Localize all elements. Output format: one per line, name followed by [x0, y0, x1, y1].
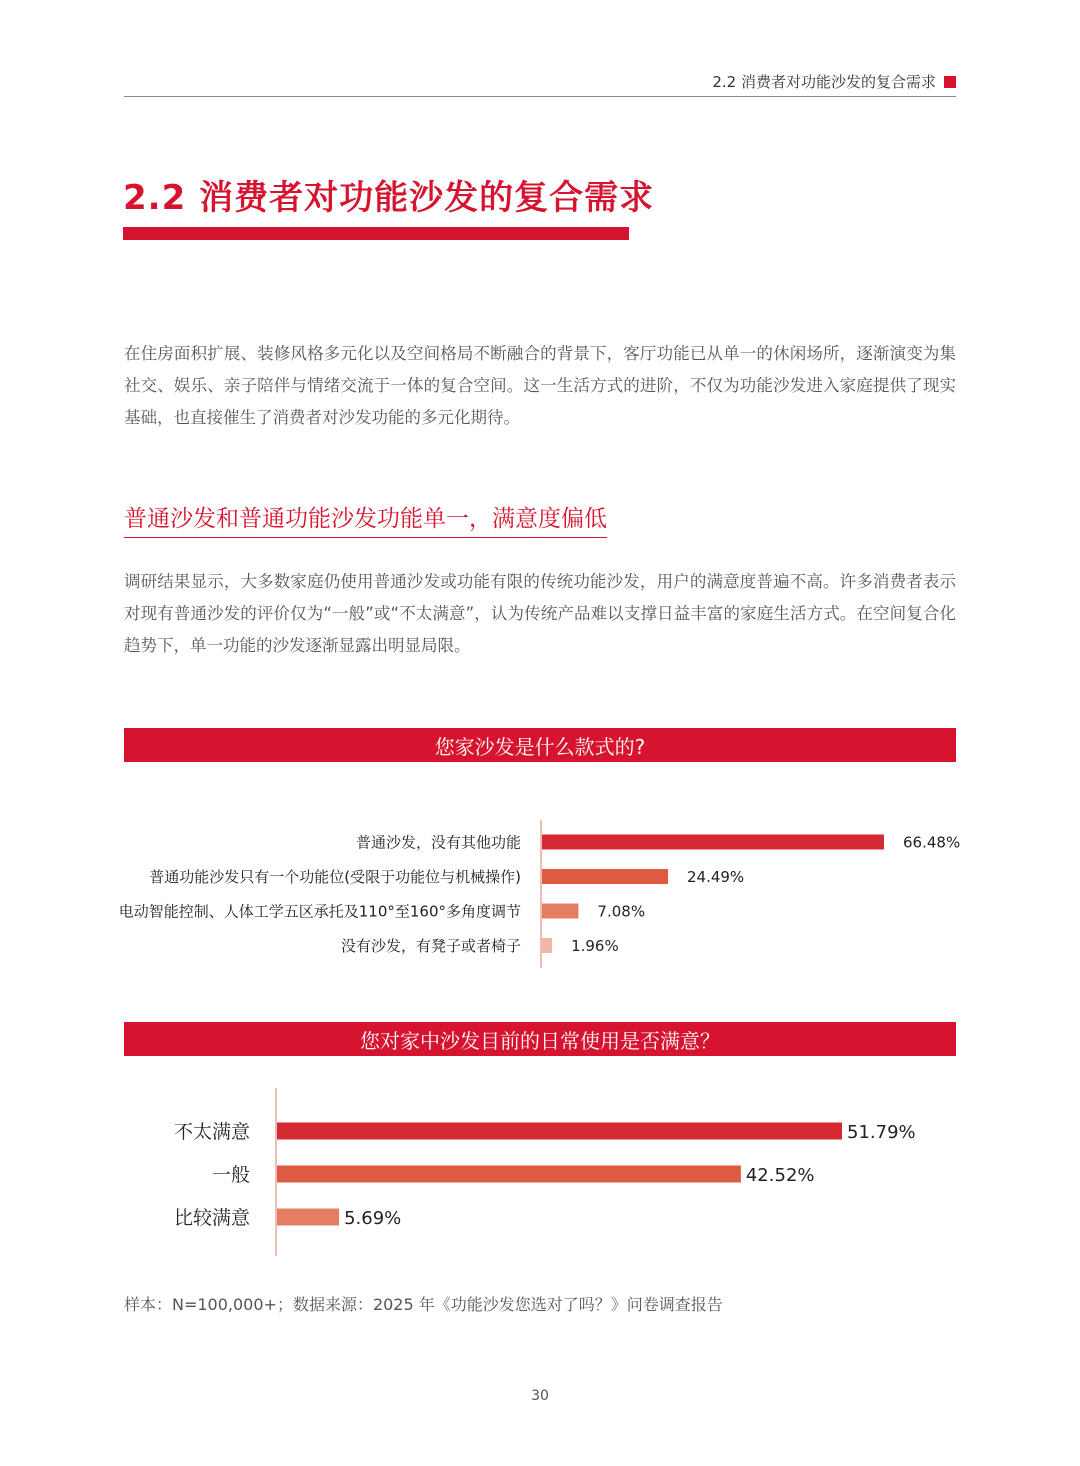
section-title-underline	[123, 227, 629, 240]
running-header	[712, 70, 956, 94]
body-paragraph: 调研结果显示，大多数家庭仍使用普通沙发或功能有限的传统功能沙发，用户的满意度普遍不高。许多消费者表示对现有普通沙发的评价仅为“一般”或“不太满意”，认为传统产品难以支撑日益丰富的家庭生活方式。在空间复合化趋势下，单一功能的沙发逐渐显露出明显局限。	[124, 572, 956, 655]
chart1-bar	[542, 904, 578, 919]
chart1-category-label: 没有沙发，有凳子或者椅子	[340, 936, 521, 955]
header-divider	[124, 96, 956, 97]
chart1-value-label: 24.49%	[686, 867, 745, 886]
chart1-title: 您家沙发是什么款式的?	[434, 734, 646, 759]
chart2-value-label: 42.52%	[745, 1164, 815, 1186]
chart2-category-label: 不太满意	[173, 1120, 250, 1143]
chart2-value-label: 51.79%	[847, 1121, 916, 1143]
sofa-style-bar-chart	[0, 820, 1080, 970]
header-square-icon	[944, 76, 956, 88]
satisfaction-bar-chart	[0, 1088, 1080, 1258]
chart2-bar	[277, 1166, 741, 1183]
chart1-title-banner	[124, 728, 956, 762]
chart1-category-label: 普通功能沙发只有一个功能位(受限于功能位与机械操作)	[149, 867, 521, 886]
chart1-bar	[542, 938, 552, 953]
chart1-value-label: 66.48%	[903, 833, 961, 852]
chart1-bar	[542, 869, 668, 884]
page-number: 30	[531, 1388, 549, 1404]
chart1-category-label: 普通沙发，没有其他功能	[355, 833, 521, 852]
running-header-text: 2.2 消费者对功能沙发的复合需求	[712, 73, 936, 91]
chart2-bar	[277, 1123, 842, 1140]
chart2-category-label: 一般	[211, 1163, 250, 1186]
subheading: 普通沙发和普通功能沙发功能单一，满意度偏低	[124, 500, 607, 538]
intro-paragraph: 在住房面积扩展、装修风格多元化以及空间格局不断融合的背景下，客厅功能已从单一的休闲场所，逐渐演变为集社交、娱乐、亲子陪伴与情绪交流于一体的复合空间。这一生活方式的进阶，不仅为功能沙发进入家庭提供了现实基础，也直接催生了消费者对沙发功能的多元化期待。	[124, 344, 956, 427]
chart2-value-label: 5.69%	[344, 1207, 402, 1229]
chart1-category-label: 电动智能控制、人体工学五区承托及110°至160°多角度调节	[118, 902, 521, 921]
chart2-title-banner	[124, 1022, 956, 1056]
chart1-value-label: 1.96%	[571, 936, 619, 955]
source-footnote: 样本：N=100,000+；数据来源：2025 年《功能沙发您选对了吗？》问卷调查报告	[124, 1295, 723, 1314]
chart1-bar	[542, 835, 884, 850]
chart2-category-label: 比较满意	[173, 1206, 250, 1229]
section-title: 2.2 消费者对功能沙发的复合需求	[123, 178, 655, 218]
chart1-value-label: 7.08%	[597, 902, 646, 921]
chart2-bar	[277, 1209, 339, 1226]
chart2-title: 您对家中沙发目前的日常使用是否满意？	[360, 1028, 720, 1053]
